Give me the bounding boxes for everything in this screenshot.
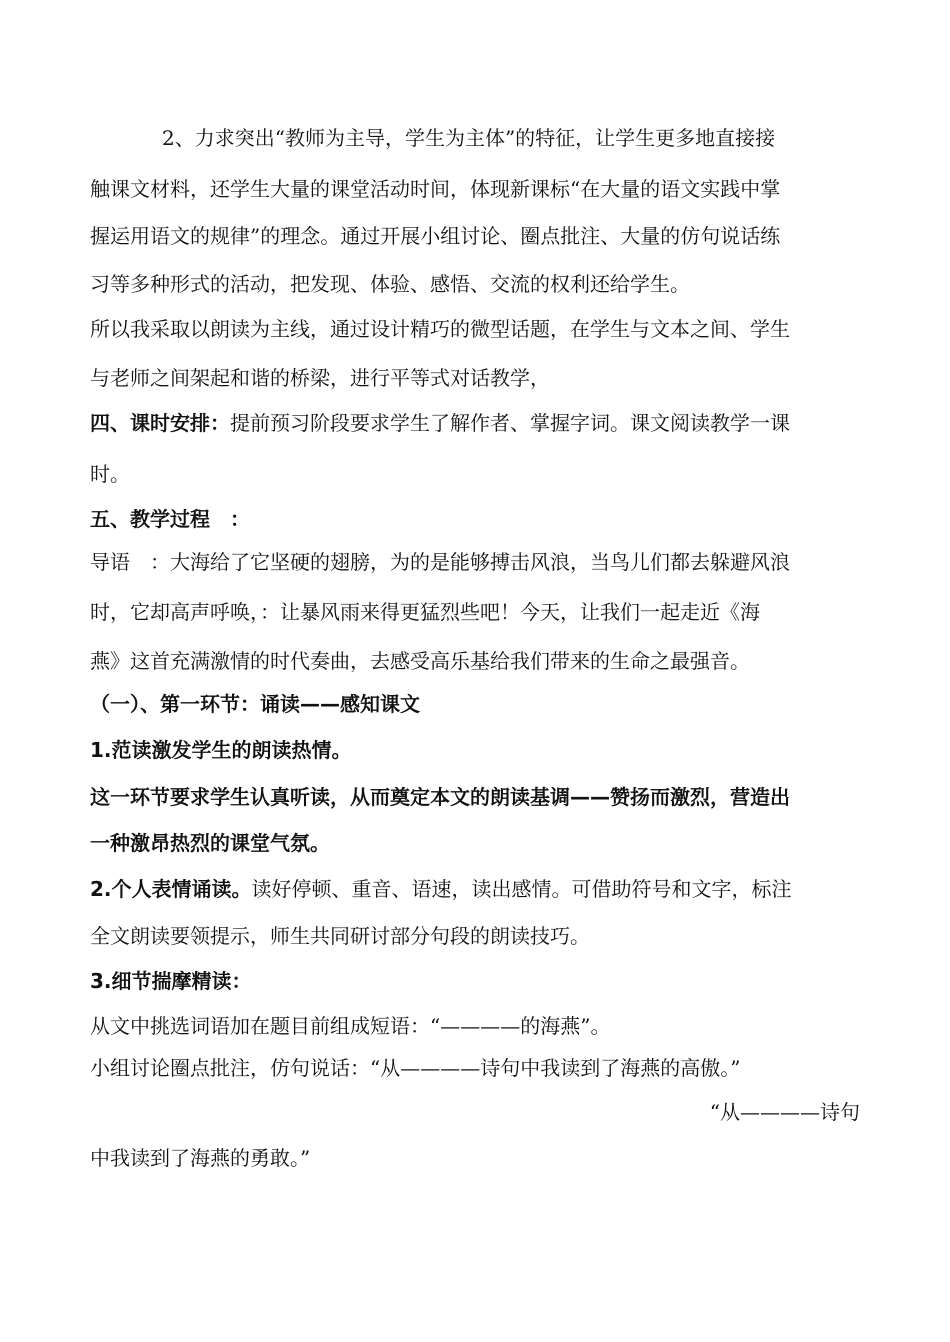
principle-line-1: 2、力求突出“教师为主导，学生为主体”的特征，让学生更多地直接接 xyxy=(162,126,776,150)
principle-line-3: 握运用语文的规律”的理念。通过开展小组讨论、圈点批注、大量的仿句说话练 xyxy=(90,224,781,248)
intro-line-2: 时，它却高声呼唤，：让暴风雨来得更猛烈些吧！今天，让我们一起走近《海 xyxy=(90,600,760,624)
section-four-text: 提前预习阶段要求学生了解作者、掌握字词。课文阅读教学一课 xyxy=(230,411,790,435)
method-line-1: 所以我采取以朗读为主线，通过设计精巧的微型话题，在学生与文本之间、学生 xyxy=(90,317,790,341)
section-four-line-1 xyxy=(90,409,860,437)
item1-title: 1.范读激发学生的朗读热情。 xyxy=(90,738,352,762)
intro-line-1: 导语 ：大海给了它坚硬的翅膀，为的是能够搏击风浪，当鸟儿们都去躲避风浪 xyxy=(90,550,790,574)
principle-line-4: 习等多种形式的活动，把发现、体验、感悟、交流的权利还给学生。 xyxy=(90,272,690,296)
item2-title: 2.个人表情诵读。 xyxy=(90,877,252,901)
item3-line-1: 从文中挑选词语加在题目前组成短语：“————的海燕”。 xyxy=(90,1014,611,1038)
item3-line-4: 中我读到了海燕的勇敢。” xyxy=(90,1146,311,1170)
item3-title: 3.细节揣摩精读： xyxy=(90,969,252,993)
item3-line-3: “从————诗句 xyxy=(709,1100,860,1124)
section-four-line-2: 时。 xyxy=(90,462,130,486)
item1-line-1: 这一环节要求学生认真听读，从而奠定本文的朗读基调——赞扬而激烈，营造出 xyxy=(90,785,790,809)
method-line-2: 与老师之间架起和谐的桥梁，进行平等式对话教学， xyxy=(90,366,550,390)
item2-line-1 xyxy=(90,875,860,903)
item2-line-2: 全文朗读要领提示，师生共同研讨部分句段的朗读技巧。 xyxy=(90,924,590,948)
item2-text: 读好停顿、重音、语速，读出感情。可借助符号和文字，标注 xyxy=(251,877,792,901)
intro-line-3: 燕》这首充满激情的时代奏曲，去感受高乐基给我们带来的生命之最强音。 xyxy=(90,649,750,673)
section-four-heading: 四、课时安排： xyxy=(90,411,230,435)
section-five-heading: 五、教学过程 ： xyxy=(90,507,250,531)
step-one-heading: （一）、第一环节：诵读——感知课文 xyxy=(90,692,420,716)
principle-line-2: 触课文材料，还学生大量的课堂活动时间，体现新课标“在大量的语文实践中掌 xyxy=(90,177,781,201)
item1-line-2: 一种激昂热烈的课堂气氛。 xyxy=(90,831,330,855)
item3-line-2: 小组讨论圈点批注，仿句说话：“从————诗句中我读到了海燕的高傲。” xyxy=(90,1056,741,1080)
